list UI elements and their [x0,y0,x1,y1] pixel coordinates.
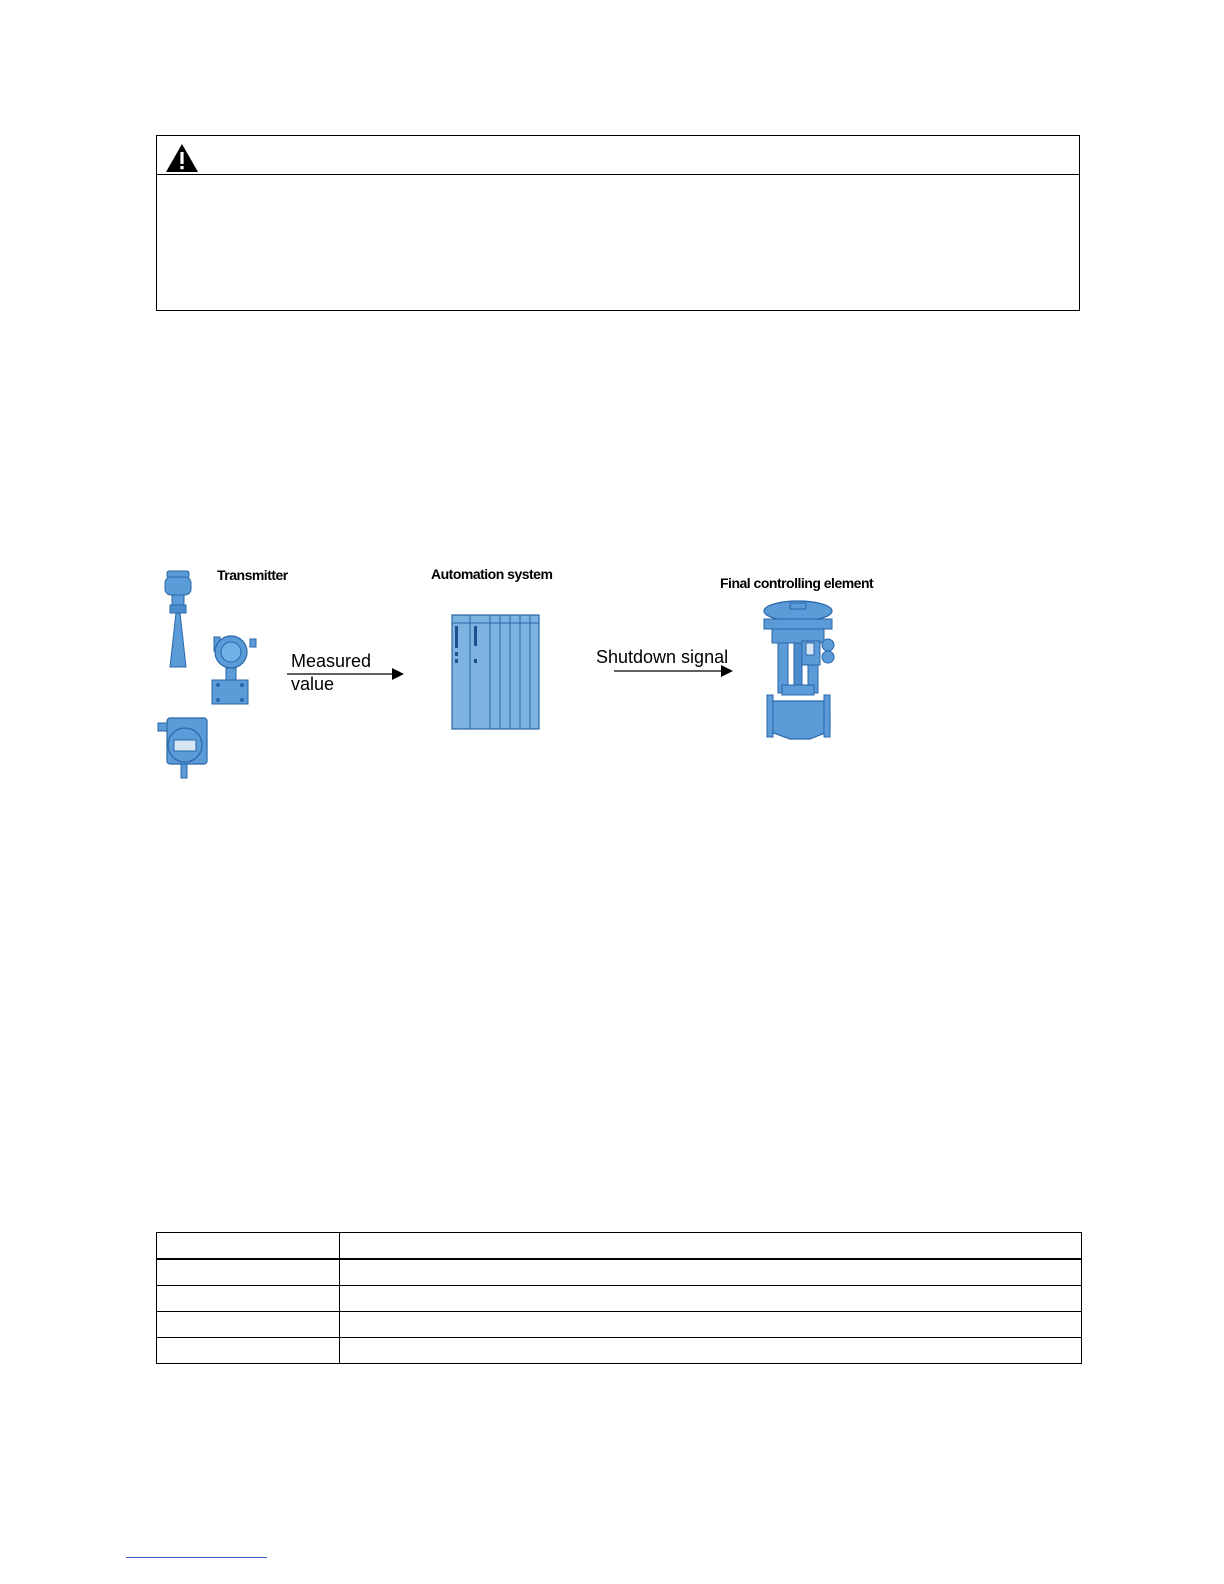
table-cell [157,1259,340,1286]
control-valve-icon [764,601,834,739]
measured-value-label-line1: Measured [291,651,372,671]
warning-box [156,135,1080,311]
table-cell [340,1259,1082,1286]
table-row [157,1259,1082,1286]
table-row [157,1286,1082,1312]
automation-system-label: Automation system [431,566,553,582]
table-header-cell [157,1233,340,1260]
radar-transmitter-icon [165,571,191,667]
table-cell [340,1286,1082,1312]
warning-header [157,136,1079,175]
data-table [156,1232,1081,1364]
table-row [157,1338,1082,1364]
automation-system-icon [452,615,539,729]
table-cell [340,1338,1082,1364]
table-cell [340,1312,1082,1338]
shutdown-signal-label: Shutdown signal [596,647,729,667]
table-cell [157,1338,340,1364]
table-cell [157,1312,340,1338]
warning-triangle-icon [164,142,200,174]
table-header-cell [340,1233,1082,1260]
warning-body [157,175,1079,311]
diagram-graphics [150,555,910,795]
final-controlling-element-label: Final controlling element [720,575,874,591]
table-row [157,1312,1082,1338]
transmitter-label: Transmitter [217,567,288,583]
display-transmitter-icon [158,718,207,778]
table-cell [157,1286,340,1312]
measured-value-label-line2: value [291,674,335,694]
footer-link-underline[interactable] [126,1557,267,1558]
shutdown-diagram [150,555,910,795]
table-header-row [157,1233,1082,1260]
pressure-transmitter-icon [212,636,256,704]
